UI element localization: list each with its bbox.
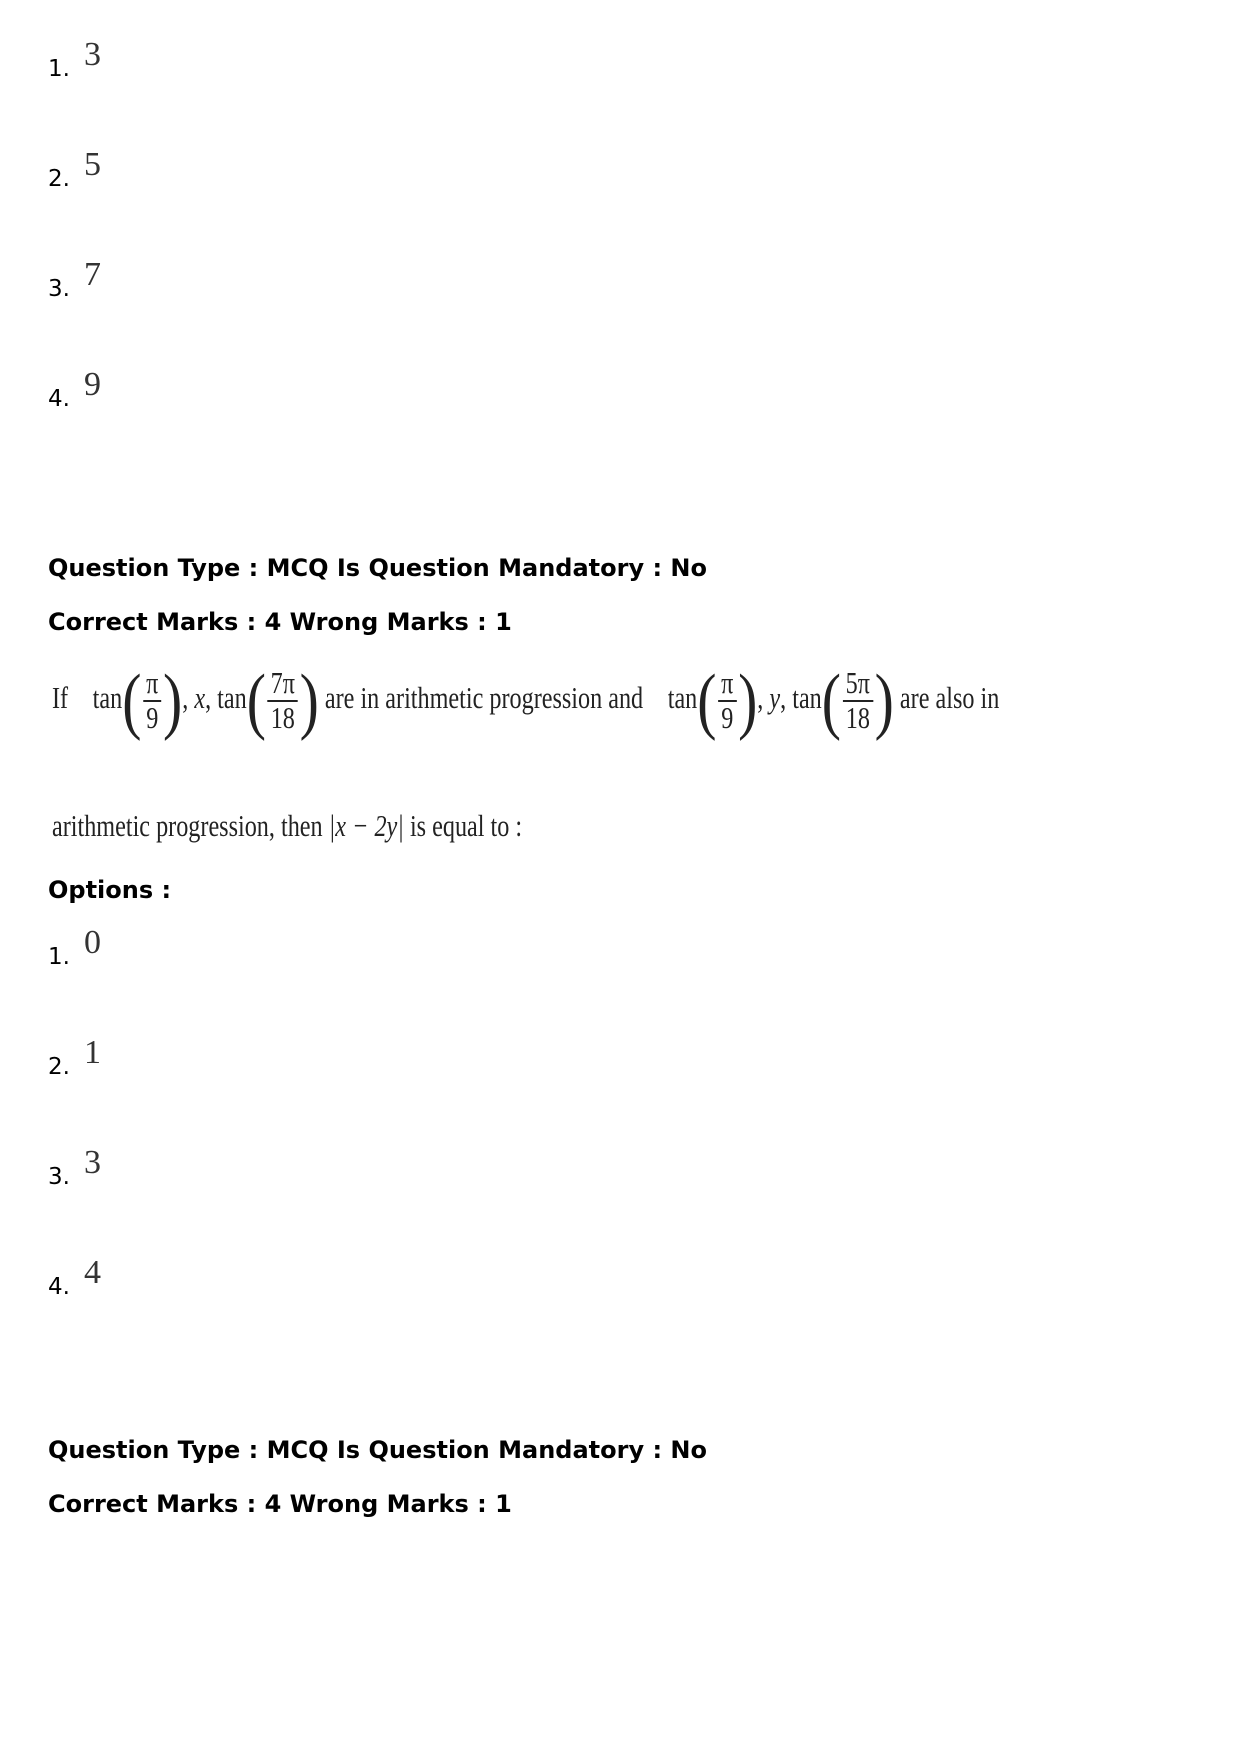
question-type-line: Question Type : MCQ Is Question Mandatory : No: [48, 554, 707, 582]
question-line-1: If tan( $\frac{\pi}{9}$ ), x, tan( $\frac{7\pi}{18}$ ) are in arithmetic progression and tan( $\frac{\pi}{9}$ ), y, tan( $\frac{5\pi}{18}$ ) are also in: [52, 660, 1000, 742]
q-line2-suffix: is equal to :: [409, 808, 523, 843]
q-tan: tan: [667, 680, 698, 716]
option-value: 9: [84, 366, 101, 403]
question-type-line: Question Type : MCQ Is Question Mandatory : No: [48, 1436, 707, 1464]
q-tan: tan: [792, 680, 822, 716]
q-tan: tan: [92, 680, 123, 716]
fraction-pi-9: $\frac{\pi}{9}$: [143, 667, 161, 734]
option-number: 4.: [48, 386, 70, 412]
abs-expression: |x − 2y|: [328, 808, 404, 843]
q-line2-prefix: arithmetic progression, then: [52, 808, 323, 843]
var-y: y: [769, 680, 781, 716]
q-if: If: [52, 680, 69, 716]
q-tan: tan: [217, 680, 247, 716]
question-line-2: [52, 808, 522, 844]
option-value: 7: [84, 256, 101, 293]
option-number: 1.: [48, 944, 70, 970]
fraction-5pi-18: $\frac{5\pi}{18}$: [843, 667, 874, 734]
var-x: x: [194, 680, 206, 716]
q-text-also-in: are also in: [899, 680, 1000, 716]
option-number: 1.: [48, 56, 70, 82]
option-value: 0: [84, 924, 101, 961]
option-number: 2.: [48, 1054, 70, 1080]
fraction-pi-9: $\frac{\pi}{9}$: [718, 667, 736, 734]
option-value: 5: [84, 146, 101, 183]
options-label: Options :: [48, 876, 172, 904]
fraction-7pi-18: $\frac{7\pi}{18}$: [268, 667, 299, 734]
option-value: 3: [84, 1144, 101, 1181]
q-text-ap-and: are in arithmetic progression and: [324, 680, 644, 716]
option-number: 3.: [48, 1164, 70, 1190]
option-number: 4.: [48, 1274, 70, 1300]
option-value: 4: [84, 1254, 101, 1291]
marks-line: Correct Marks : 4 Wrong Marks : 1: [48, 1490, 512, 1518]
option-value: 3: [84, 36, 101, 73]
option-number: 3.: [48, 276, 70, 302]
option-value: 1: [84, 1034, 101, 1071]
marks-line: Correct Marks : 4 Wrong Marks : 1: [48, 608, 512, 636]
option-number: 2.: [48, 166, 70, 192]
